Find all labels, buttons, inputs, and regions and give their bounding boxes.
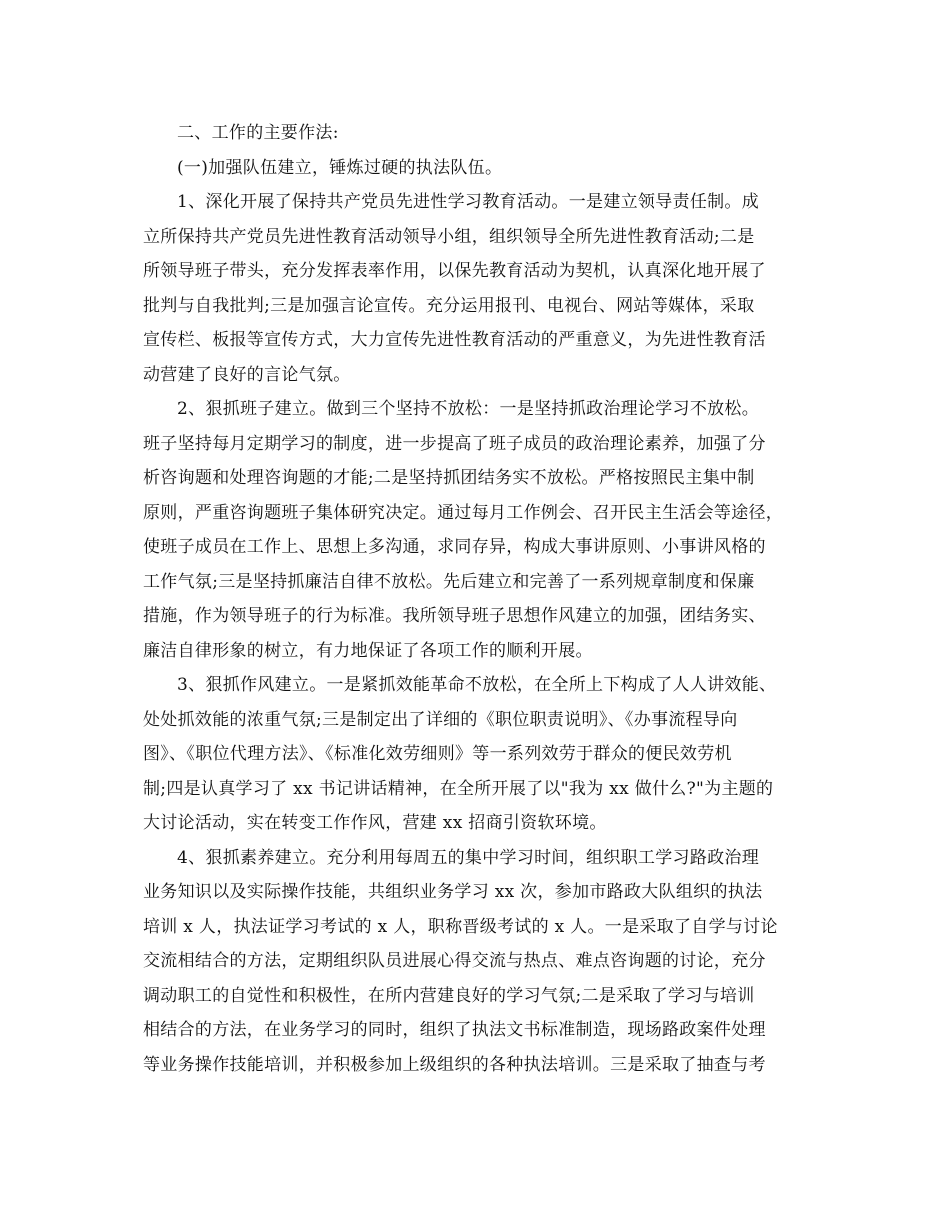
paragraph-line: 使班子成员在工作上、思想上多沟通，求同存异，构成大事讲原则、小事讲风格的 xyxy=(143,537,766,557)
paragraph-line: 立所保持共产党员先进性教育活动领导小组，组织领导全所先进性教育活动;二是 xyxy=(143,226,755,247)
paragraph-line: 相结合的方法，在业务学习的同时，组织了执法文书标准制造，现场路政案件处理 xyxy=(143,1020,766,1040)
paragraph-line: 1、深化开展了保持共产党员先进性学习教育活动。一是建立领导责任制。成 xyxy=(177,192,760,212)
paragraph-line: 交流相结合的方法，定期组织队员进展心得交流与热点、难点咨询题的讨论，充分 xyxy=(143,951,766,971)
paragraph-line: 制;四是认真学习了 xx 书记讲话精神，在全所开展了以"我为 xx 做什么?"为主题的 xyxy=(143,778,774,799)
paragraph-line: 处处抓效能的浓重气氛;三是制定出了详细的《职位职责说明》、《办事流程导向 xyxy=(143,709,738,730)
paragraph-line: 批判与自我批判;三是加强言论宣传。充分运用报刊、电视台、网站等媒体，采取 xyxy=(143,295,755,316)
paragraph-line: 措施，作为领导班子的行为标准。我所领导班子思想作风建立的加强，团结务实、 xyxy=(143,606,766,626)
paragraph-line: 3、狠抓作风建立。一是紧抓效能革命不放松，在全所上下构成了人人讲效能、 xyxy=(177,675,777,695)
paragraph-line: 原则，严重咨询题班子集体研究决定。通过每月工作例会、召开民主生活会等途径， xyxy=(143,502,784,523)
paragraph-line: 调动职工的自觉性和积极性，在所内营建良好的学习气氛;二是采取了学习与培训 xyxy=(143,985,755,1006)
section-heading: 二、工作的主要作法: xyxy=(177,123,339,143)
paragraph-line: 所领导班子带头，充分发挥表率作用，以保先教育活动为契机，认真深化地开展了 xyxy=(143,261,766,281)
paragraph-line: 4、狠抓素养建立。充分利用每周五的集中学习时间，组织职工学习路政治理 xyxy=(177,847,760,868)
document-page xyxy=(143,116,823,1082)
paragraph-line: 等业务操作技能培训，并积极参加上级组织的各种执法培训。三是采取了抽查与考 xyxy=(143,1054,766,1075)
subsection-heading: (一)加强队伍建立，锤炼过硬的执法队伍。 xyxy=(177,157,503,178)
paragraph-line: 工作气氛;三是坚持抓廉洁自律不放松。先后建立和完善了一系列规章制度和保廉 xyxy=(143,571,755,592)
paragraph-line: 2、狠抓班子建立。做到三个坚持不放松：一是坚持抓政治理论学习不放松。 xyxy=(177,399,760,419)
paragraph-line: 析咨询题和处理咨询题的才能;二是坚持抓团结务实不放松。严格按照民主集中制 xyxy=(143,468,755,488)
paragraph-line: 大讨论活动，实在转变工作作风，营建 xx 招商引资软环境。 xyxy=(143,813,607,833)
paragraph-line: 动营建了良好的言论气氛。 xyxy=(143,364,351,385)
paragraph-line: 宣传栏、板报等宣传方式，大力宣传先进性教育活动的严重意义，为先进性教育活 xyxy=(143,330,766,350)
paragraph-line: 业务知识以及实际操作技能，共组织业务学习 xx 次，参加市路政大队组织的执法 xyxy=(143,882,763,902)
paragraph-line: 班子坚持每月定期学习的制度，进一步提高了班子成员的政治理论素养，加强了分 xyxy=(143,433,766,454)
paragraph-line: 图》、《职位代理方法》、《标准化效劳细则》等一系列效劳于群众的便民效劳机 xyxy=(143,744,732,764)
paragraph-line: 培训 x 人，执法证学习考试的 x 人，职称晋级考试的 x 人。一是采取了自学与讨论 xyxy=(143,916,778,937)
paragraph-line: 廉洁自律形象的树立，有力地保证了各项工作的顺利开展。 xyxy=(143,640,593,661)
